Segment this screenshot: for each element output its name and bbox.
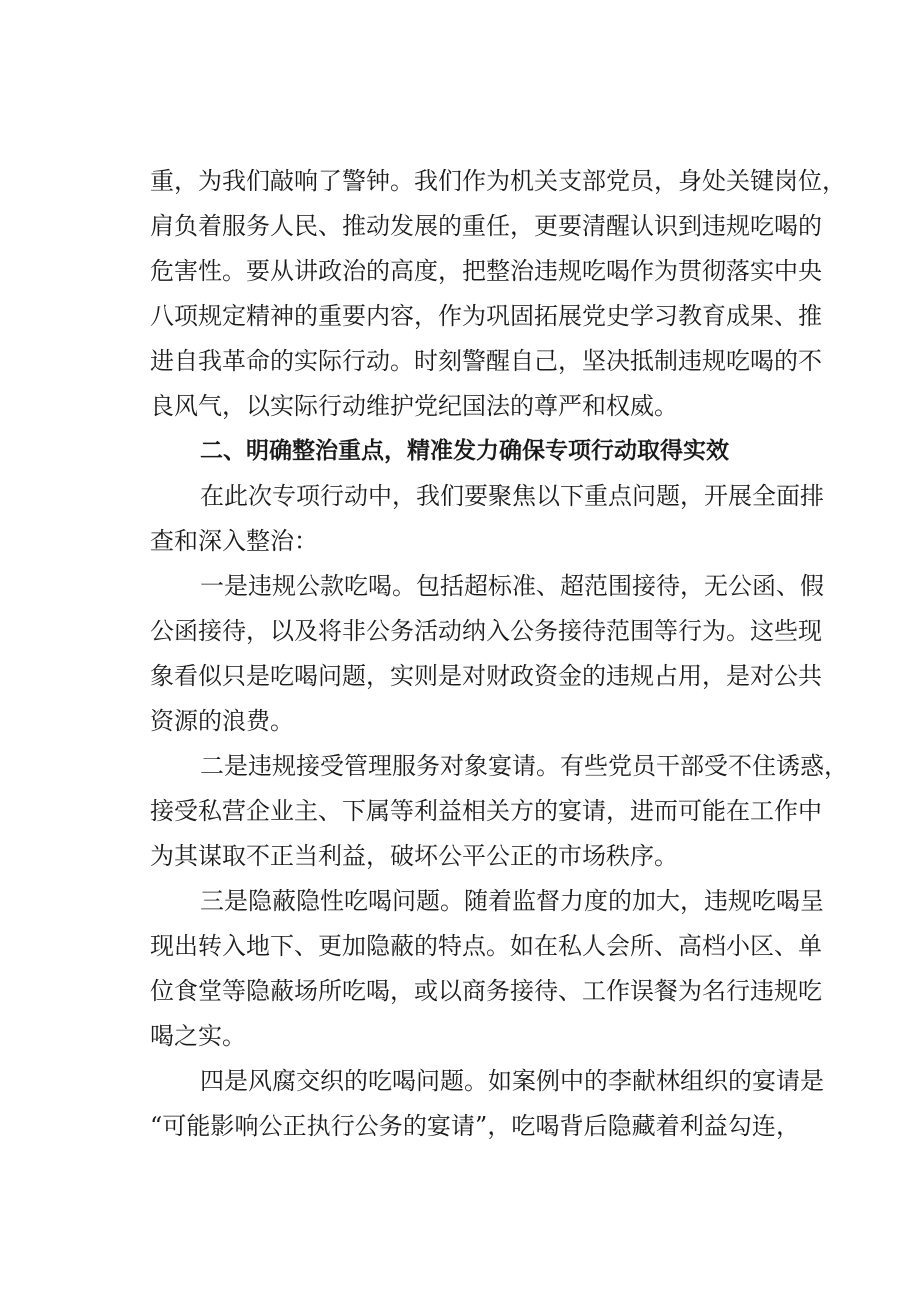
paragraph-line: 公函接待，以及将非公务活动纳入公务接待范围等行为。这些现 bbox=[150, 617, 822, 645]
paragraph-line: 接受私营企业主、下属等利益相关方的宴请，进而可能在工作中 bbox=[150, 797, 822, 825]
paragraph-line: 进自我革命的实际行动。时刻警醒自己，坚决抵制违规吃喝的不 bbox=[150, 347, 822, 375]
section-heading: 二、明确整治重点，精准发力确保专项行动取得实效 bbox=[200, 438, 729, 464]
paragraph-line: 良风气，以实际行动维护党纪国法的尊严和权威。 bbox=[150, 392, 678, 420]
paragraph-line: 四是风腐交织的吃喝问题。如案例中的李献林组织的宴请是 bbox=[200, 1067, 824, 1095]
paragraph-line: 资源的浪费。 bbox=[150, 707, 294, 735]
paragraph-line: 危害性。要从讲政治的高度，把整治违规吃喝作为贯彻落实中央 bbox=[150, 257, 822, 285]
paragraph-line: 查和深入整治： bbox=[150, 527, 318, 555]
paragraph-line: 一是违规公款吃喝。包括超标准、超范围接待，无公函、假 bbox=[200, 572, 824, 600]
paragraph-line: 位食堂等隐蔽场所吃喝，或以商务接待、工作误餐为名行违规吃 bbox=[150, 977, 822, 1005]
paragraph-line: 在此次专项行动中，我们要聚焦以下重点问题，开展全面排 bbox=[200, 482, 824, 510]
paragraph-line: 二是违规接受管理服务对象宴请。有些党员干部受不住诱惑， bbox=[200, 752, 848, 780]
paragraph-line: 三是隐蔽隐性吃喝问题。随着监督力度的加大，违规吃喝呈 bbox=[200, 887, 824, 915]
paragraph-line: 现出转入地下、更加隐蔽的特点。如在私人会所、高档小区、单 bbox=[150, 932, 822, 960]
paragraph-line: “可能影响公正执行公务的宴请”，吃喝背后隐藏着利益勾连， bbox=[150, 1112, 800, 1140]
paragraph-line: 肩负着服务人民、推动发展的重任，更要清醒认识到违规吃喝的 bbox=[150, 212, 822, 240]
paragraph-line: 象看似只是吃喝问题，实则是对财政资金的违规占用，是对公共 bbox=[150, 662, 822, 690]
paragraph-line: 为其谋取不正当利益，破坏公平公正的市场秩序。 bbox=[150, 842, 678, 870]
paragraph-line: 八项规定精神的重要内容，作为巩固拓展党史学习教育成果、推 bbox=[150, 302, 822, 330]
paragraph-line: 重，为我们敲响了警钟。我们作为机关支部党员，身处关键岗位， bbox=[150, 167, 846, 195]
paragraph-line: 喝之实。 bbox=[150, 1022, 246, 1050]
